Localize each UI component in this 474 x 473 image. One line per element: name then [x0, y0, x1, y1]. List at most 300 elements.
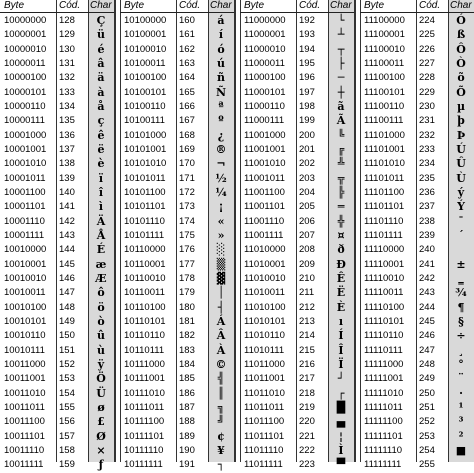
code-cell: 159: [59, 459, 75, 471]
code-cell: 230: [419, 100, 435, 112]
table-row: [240, 430, 354, 444]
code-cell: 200: [299, 129, 315, 141]
table-row: [0, 372, 114, 386]
header-byte: Byte: [124, 0, 145, 11]
table-row: [0, 286, 114, 300]
byte-cell: 10111111: [124, 459, 163, 471]
code-cell: 174: [179, 215, 195, 227]
byte-cell: 10011101: [4, 430, 45, 442]
byte-cell: 11001111: [244, 229, 284, 241]
table-row: [360, 28, 474, 42]
char-cell: ª: [218, 99, 224, 113]
table-row: [120, 71, 234, 85]
table-row: [240, 71, 354, 85]
byte-cell: 11001110: [244, 215, 285, 227]
table-row: [240, 243, 354, 257]
byte-cell: 10010101: [4, 315, 47, 327]
char-cell: î: [98, 185, 104, 199]
code-cell: 206: [299, 215, 315, 227]
code-cell: 217: [299, 373, 315, 385]
byte-cell: 11001010: [244, 158, 286, 170]
code-cell: 136: [59, 129, 75, 141]
byte-cell: 10011111: [4, 459, 44, 471]
char-cell: ╩: [337, 157, 345, 171]
code-cell: 187: [179, 401, 195, 413]
byte-cell: 10101011: [124, 172, 166, 184]
char-cell: Ö: [96, 372, 106, 386]
table-row: [0, 358, 114, 372]
char-cell: Ø: [96, 429, 106, 443]
code-cell: 219: [299, 401, 315, 413]
byte-cell: 10101010: [124, 158, 167, 170]
code-cell: 148: [59, 301, 75, 313]
code-cell: 213: [299, 315, 315, 327]
table-row: [360, 71, 474, 85]
byte-cell: 11001000: [244, 129, 286, 141]
code-cell: 154: [59, 387, 75, 399]
table-row: [0, 458, 114, 472]
char-cell: Ñ: [215, 85, 227, 99]
char-cell: ═: [337, 200, 345, 214]
table-row: [120, 458, 234, 472]
code-cell: 250: [419, 387, 435, 399]
table-row: [120, 86, 234, 100]
code-cell: 249: [419, 373, 435, 385]
column-divider: [234, 0, 236, 462]
char-cell: º: [218, 114, 224, 128]
byte-cell: 11100011: [364, 57, 405, 69]
code-cell: 215: [299, 344, 315, 356]
char-cell: Ú: [456, 142, 466, 156]
char-cell: ê: [97, 128, 105, 142]
code-cell: 133: [59, 86, 75, 98]
byte-cell: 11000011: [244, 57, 285, 69]
char-cell: Ó: [456, 14, 466, 27]
code-cell: 149: [59, 315, 75, 327]
char-cell: ¹: [458, 400, 464, 414]
char-cell: ²: [458, 429, 464, 443]
byte-cell: 10011000: [4, 358, 46, 370]
char-cell: ¶: [457, 300, 465, 314]
table-header: [240, 0, 354, 13]
code-cell: 225: [419, 29, 435, 41]
table-header: [360, 0, 474, 13]
code-cell: 246: [419, 330, 435, 342]
char-cell: ╣: [217, 372, 225, 386]
code-cell: 198: [299, 100, 315, 112]
code-cell: 139: [59, 172, 75, 184]
char-cell: ¥: [217, 443, 225, 457]
char-cell: ▓: [216, 271, 226, 285]
char-cell: ƒ: [98, 458, 104, 472]
table-row: [120, 344, 234, 358]
table-row: [240, 358, 354, 372]
table-panel: [360, 0, 474, 471]
byte-cell: 10100011: [124, 57, 166, 69]
char-cell: ■: [455, 443, 467, 457]
code-cell: 129: [59, 29, 75, 41]
byte-cell: 10110110: [124, 330, 165, 342]
code-cell: 163: [179, 57, 195, 69]
byte-cell: 10001011: [4, 172, 46, 184]
byte-cell: 10101101: [124, 201, 166, 213]
table-row: [0, 444, 114, 458]
code-cell: 173: [179, 201, 195, 213]
code-cell: 204: [299, 186, 315, 198]
code-cell: 197: [299, 86, 315, 98]
byte-cell: 11000101: [244, 86, 286, 98]
code-cell: 132: [59, 72, 75, 84]
table-row: [120, 372, 234, 386]
char-cell: ┌: [337, 386, 345, 400]
table-row: [240, 43, 354, 57]
char-cell: █: [336, 400, 346, 414]
header-char: Char: [210, 0, 232, 11]
code-cell: 233: [419, 143, 435, 155]
char-cell: ø: [97, 400, 105, 414]
byte-cell: 11100100: [364, 72, 405, 84]
byte-cell: 10101111: [124, 229, 165, 241]
char-cell: ¿: [217, 128, 225, 142]
char-cell: Ã: [336, 114, 346, 128]
header-byte: Byte: [364, 0, 385, 11]
char-cell: ®: [215, 142, 227, 156]
char-cell: Ì: [338, 443, 344, 457]
char-cell: Ù: [456, 171, 466, 185]
char-cell: »: [217, 228, 225, 242]
code-cell: 183: [179, 344, 195, 356]
byte-cell: 11110110: [364, 330, 404, 342]
code-cell: 192: [299, 15, 315, 26]
char-cell: Ü: [96, 386, 106, 400]
table-row: [360, 43, 474, 57]
char-cell: ç: [97, 114, 105, 128]
char-cell: ï: [98, 171, 104, 185]
table-row: [360, 200, 474, 214]
table-row: [120, 301, 234, 315]
byte-cell: 11011110: [244, 444, 284, 456]
code-cell: 178: [179, 272, 195, 284]
table-row: [240, 86, 354, 100]
byte-cell: 10100110: [124, 100, 166, 112]
code-cell: 181: [179, 315, 195, 327]
char-cell: ─: [337, 71, 345, 85]
byte-cell: 10111001: [124, 373, 165, 385]
table-row: [120, 215, 234, 229]
table-row: [120, 143, 234, 157]
table-row: [0, 401, 114, 415]
byte-cell: 10100010: [124, 43, 167, 55]
code-cell: 212: [299, 301, 315, 313]
char-cell: ╔: [337, 142, 345, 156]
table-row: [360, 258, 474, 272]
code-cell: 147: [59, 287, 75, 299]
table-row: [120, 329, 234, 343]
table-row: [120, 43, 234, 57]
byte-cell: 11010100: [244, 301, 286, 313]
table-header: [0, 0, 114, 13]
char-cell: Î: [338, 343, 344, 357]
code-cell: 170: [179, 158, 195, 170]
char-cell: ³: [458, 415, 464, 429]
code-cell: 140: [59, 186, 75, 198]
code-cell: 131: [59, 57, 75, 69]
code-cell: 222: [299, 444, 315, 456]
code-cell: 164: [179, 72, 195, 84]
table-row: [0, 100, 114, 114]
byte-cell: 11001101: [244, 201, 285, 213]
table-row: [360, 57, 474, 71]
char-cell: ù: [97, 343, 105, 357]
code-cell: 141: [59, 201, 75, 213]
code-cell: 137: [59, 143, 75, 155]
byte-cell: 10001101: [4, 201, 46, 213]
code-cell: 228: [419, 72, 435, 84]
char-cell: À: [216, 343, 226, 357]
char-cell: Â: [216, 329, 226, 343]
table-row: [0, 200, 114, 214]
char-cell: ▄: [336, 415, 346, 429]
byte-cell: 10000110: [4, 100, 46, 112]
code-cell: 184: [179, 358, 195, 370]
table-row: [120, 286, 234, 300]
byte-cell: 10111000: [124, 358, 165, 370]
char-cell: ÿ: [97, 357, 105, 371]
code-cell: 203: [299, 172, 315, 184]
byte-cell: 11010110: [244, 330, 285, 342]
byte-cell: 10010110: [4, 330, 46, 342]
code-cell: 254: [419, 444, 435, 456]
code-cell: 158: [59, 444, 75, 456]
byte-cell: 10110000: [124, 244, 166, 256]
table-row: [0, 114, 114, 128]
table-row: [360, 172, 474, 186]
byte-cell: 10011110: [4, 444, 45, 456]
char-cell: â: [97, 56, 105, 70]
byte-cell: 10101001: [124, 143, 167, 155]
table-row: [360, 114, 474, 128]
char-cell: ´: [458, 228, 464, 242]
byte-cell: 10010010: [4, 272, 47, 284]
byte-cell: 10100000: [124, 15, 167, 26]
table-row: [0, 215, 114, 229]
code-cell: 205: [299, 201, 315, 213]
table-row: [120, 14, 234, 28]
code-cell: 248: [419, 358, 435, 370]
table-row: [0, 43, 114, 57]
byte-cell: 10111100: [124, 416, 165, 428]
table-row: [0, 14, 114, 28]
code-cell: 144: [59, 244, 75, 256]
header-byte: Byte: [4, 0, 25, 11]
code-cell: 165: [179, 86, 195, 98]
char-cell: á: [217, 14, 225, 27]
table-row: [120, 157, 234, 171]
char-cell: è: [97, 157, 105, 171]
code-cell: 202: [299, 158, 315, 170]
table-row: [240, 458, 354, 472]
char-cell: õ: [457, 71, 465, 85]
char-cell: Õ: [456, 85, 466, 99]
byte-cell: 10111011: [124, 401, 165, 413]
byte-cell: 11100001: [364, 29, 405, 41]
code-cell: 242: [419, 272, 435, 284]
byte-cell: 10001001: [4, 143, 47, 155]
char-cell: ú: [217, 56, 225, 70]
code-cell: 142: [59, 215, 75, 227]
char-cell: ░: [216, 243, 226, 257]
table-row: [120, 444, 234, 458]
code-cell: 221: [299, 430, 315, 442]
table-row: [240, 129, 354, 143]
byte-cell: 11111011: [364, 401, 403, 413]
code-cell: 153: [59, 373, 75, 385]
char-cell: ¼: [215, 185, 227, 199]
char-cell: ╠: [337, 185, 345, 199]
byte-cell: 11011001: [244, 373, 285, 385]
table-row: [240, 114, 354, 128]
code-cell: 214: [299, 330, 315, 342]
byte-cell: 10000011: [4, 57, 46, 69]
header-byte: Byte: [244, 0, 265, 11]
code-cell: 152: [59, 358, 75, 370]
table-row: [120, 200, 234, 214]
table-row: [240, 301, 354, 315]
code-cell: 176: [179, 244, 195, 256]
table-row: [240, 57, 354, 71]
code-cell: 241: [419, 258, 435, 270]
char-cell: û: [97, 329, 105, 343]
char-cell: Ð: [336, 257, 346, 271]
code-cell: 135: [59, 115, 75, 127]
char-cell: ¨: [458, 372, 464, 386]
table-row: [360, 444, 474, 458]
table-row: [360, 387, 474, 401]
table-row: [0, 329, 114, 343]
char-cell: │: [217, 286, 225, 300]
char-cell: Ï: [338, 357, 344, 371]
byte-cell: 11010101: [244, 315, 286, 327]
table-row: [120, 401, 234, 415]
table-row: [360, 301, 474, 315]
byte-cell: 11110001: [364, 258, 405, 270]
char-cell: ì: [98, 200, 104, 214]
table-row: [240, 186, 354, 200]
table-row: [0, 172, 114, 186]
table-row: [240, 100, 354, 114]
code-cell: 244: [419, 301, 435, 313]
table-row: [360, 129, 474, 143]
byte-cell: 11110111: [364, 344, 403, 356]
header-char: Char: [90, 0, 112, 11]
table-row: [120, 229, 234, 243]
char-cell: Û: [456, 157, 466, 171]
table-row: [240, 28, 354, 42]
code-cell: 177: [179, 258, 195, 270]
code-cell: 252: [419, 416, 435, 428]
code-cell: 209: [299, 258, 315, 270]
code-cell: 160: [179, 15, 195, 26]
code-cell: 168: [179, 129, 195, 141]
code-cell: 239: [419, 229, 435, 241]
char-cell: ã: [337, 99, 345, 113]
byte-cell: 11111001: [364, 373, 404, 385]
char-cell: ß: [456, 28, 466, 42]
char-cell: µ: [456, 99, 466, 113]
byte-cell: 10010001: [4, 258, 47, 270]
table-row: [0, 86, 114, 100]
table-row: [360, 272, 474, 286]
code-cell: 201: [299, 143, 315, 155]
code-cell: 182: [179, 330, 195, 342]
char-cell: å: [97, 99, 105, 113]
table-row: [360, 157, 474, 171]
table-row: [360, 243, 474, 257]
code-cell: 247: [419, 344, 435, 356]
table-row: [360, 415, 474, 429]
table-row: [360, 215, 474, 229]
table-row: [0, 344, 114, 358]
byte-cell: 10010011: [4, 287, 46, 299]
code-cell: 251: [419, 401, 435, 413]
code-cell: 155: [59, 401, 75, 413]
code-cell: 216: [299, 358, 315, 370]
byte-cell: 11110010: [364, 272, 405, 284]
byte-cell: 11010010: [244, 272, 286, 284]
char-cell: ¸: [458, 343, 464, 357]
table-row: [120, 258, 234, 272]
table-row: [240, 344, 354, 358]
char-cell: Æ: [95, 271, 107, 285]
code-cell: 243: [419, 287, 435, 299]
byte-cell: 10011100: [4, 416, 45, 428]
header-code: Cód.: [179, 0, 201, 11]
char-cell: É: [96, 243, 106, 257]
table-row: [240, 286, 354, 300]
char-cell: ó: [217, 42, 225, 56]
byte-cell: 11110000: [364, 244, 405, 256]
code-cell: 199: [299, 115, 315, 127]
char-cell: þ: [457, 114, 465, 128]
table-row: [240, 200, 354, 214]
char-cell: ½: [215, 171, 227, 185]
byte-cell: 11101011: [364, 172, 405, 184]
byte-cell: 10110001: [124, 258, 166, 270]
table-row: [360, 430, 474, 444]
byte-cell: 11100101: [364, 86, 405, 98]
table-row: [360, 329, 474, 343]
byte-cell: 11101001: [364, 143, 405, 155]
code-cell: 191: [179, 459, 195, 471]
table-row: [0, 143, 114, 157]
char-cell: ý: [457, 185, 465, 199]
code-cell: 193: [299, 29, 315, 41]
byte-cell: 11100010: [364, 43, 405, 55]
char-cell: ┘: [337, 372, 345, 386]
table-row: [0, 186, 114, 200]
code-cell: 207: [299, 229, 315, 241]
byte-cell: 10100111: [124, 115, 165, 127]
table-panel: [240, 0, 354, 472]
byte-cell: 11100000: [364, 15, 405, 26]
code-cell: 169: [179, 143, 195, 155]
code-cell: 224: [419, 15, 435, 26]
code-cell: 162: [179, 43, 195, 55]
char-cell: §: [458, 314, 464, 328]
char-cell: ô: [97, 286, 105, 300]
code-cell: 189: [179, 430, 195, 442]
char-cell: ╝: [217, 415, 225, 429]
